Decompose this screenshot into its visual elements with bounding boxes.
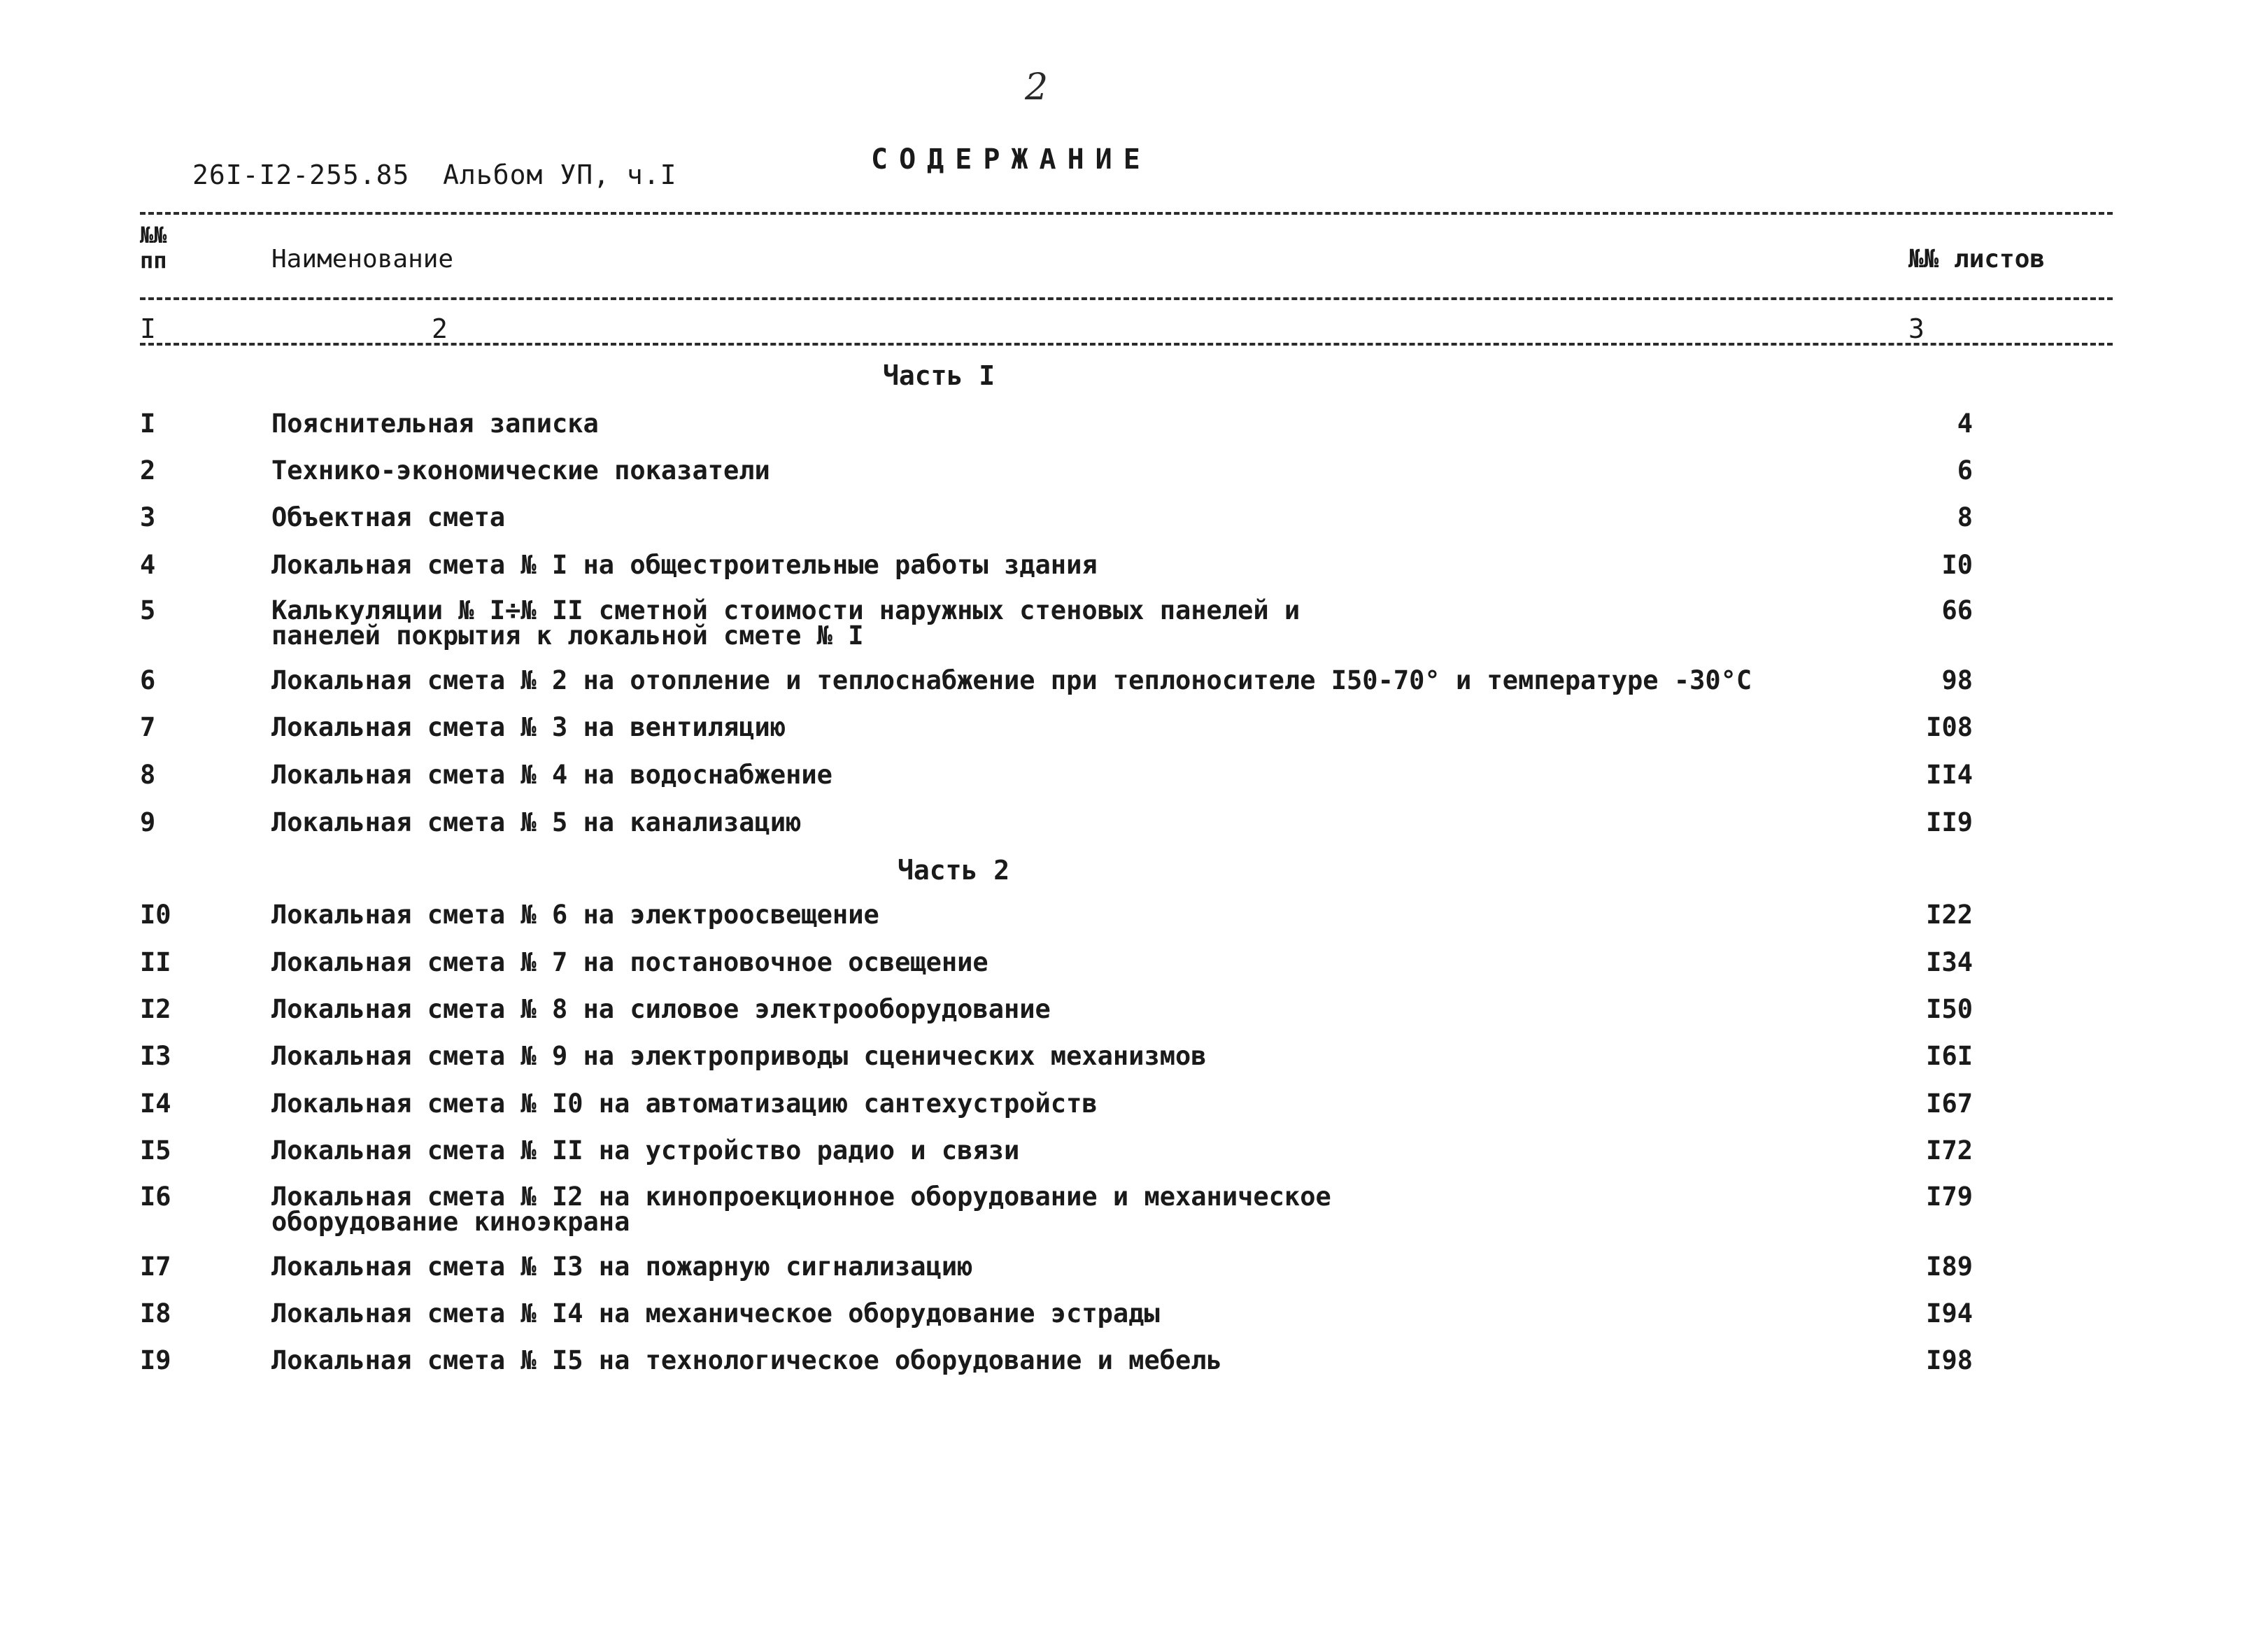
row-title: Локальная смета № 6 на электроосвещение — [271, 900, 879, 930]
row-title: Локальная смета № I5 на технологическое оборудование и мебель — [271, 1345, 1222, 1375]
column-number-rule — [140, 343, 2113, 346]
row-number: 7 — [140, 712, 156, 742]
row-number: 3 — [140, 502, 156, 532]
row-title: Пояснительная записка — [271, 409, 599, 439]
row-sheet-number: I34 — [1926, 947, 1973, 977]
row-number: 8 — [140, 760, 156, 790]
row-title: Локальная смета № 8 на силовое электрооборудование — [271, 994, 1051, 1024]
row-sheet-number: I6I — [1926, 1041, 1973, 1071]
row-sheet-number: I0 — [1941, 550, 1973, 580]
row-number: I — [140, 409, 156, 439]
row-sheet-number: 4 — [1957, 409, 1973, 439]
row-number: I2 — [140, 994, 171, 1024]
row-sheet-number: I08 — [1926, 712, 1973, 742]
row-title: Локальная смета № II на устройство радио и связи — [271, 1135, 1020, 1165]
row-title: Технико-экономические показатели — [271, 455, 770, 486]
part-1-heading: Часть I — [883, 360, 995, 391]
row-title: Локальная смета № I0 на автоматизацию сантехустройств — [271, 1089, 1098, 1119]
part-2-heading: Часть 2 — [898, 855, 1010, 886]
row-number: I0 — [140, 900, 171, 930]
row-sheet-number: I67 — [1926, 1089, 1973, 1119]
row-number: I9 — [140, 1345, 171, 1375]
row-number: I8 — [140, 1298, 171, 1328]
row-sheet-number: 66 — [1941, 595, 1973, 625]
row-title: Локальная смета № 4 на водоснабжение — [271, 760, 832, 790]
row-number: I3 — [140, 1041, 171, 1071]
row-sheet-number: I22 — [1926, 900, 1973, 930]
row-title: Локальная смета № I на общестроительные работы здания — [271, 550, 1098, 580]
header-bottom-rule — [140, 297, 2113, 300]
table-top-rule — [140, 212, 2113, 215]
row-sheet-number: I50 — [1926, 994, 1973, 1024]
row-number: 9 — [140, 807, 156, 837]
row-title: Локальная смета № 7 на постановочное освещение — [271, 947, 988, 977]
row-number: 5 — [140, 595, 156, 625]
row-number: 4 — [140, 550, 156, 580]
row-number: I7 — [140, 1252, 171, 1282]
row-sheet-number: II9 — [1926, 807, 1973, 837]
row-title: Локальная смета № I3 на пожарную сигнализацию — [271, 1252, 973, 1282]
row-number: 6 — [140, 665, 156, 695]
row-title: Локальная смета № 9 на электроприводы сценических механизмов — [271, 1041, 1207, 1071]
column-number-2: 2 — [432, 313, 448, 344]
row-sheet-number: I98 — [1926, 1345, 1973, 1375]
row-sheet-number: 6 — [1957, 455, 1973, 486]
row-number: I6 — [140, 1182, 171, 1212]
header-sheets: №№ листов — [1908, 245, 2046, 274]
row-sheet-number: I89 — [1926, 1252, 1973, 1282]
row-title: Локальная смета № I2 на кинопроекционное оборудование и механическое оборудование киноэкрана — [271, 1182, 1331, 1237]
row-title: Локальная смета № I4 на механическое оборудование эстрады — [271, 1298, 1160, 1328]
column-number-1: I — [140, 313, 156, 344]
header-row-number: №№ пп — [140, 222, 167, 274]
document-code: 26I-I2-255.85 Альбом УП, ч.I — [192, 160, 677, 190]
handwritten-page-number: 2 — [1025, 66, 1049, 108]
row-sheet-number: 98 — [1941, 665, 1973, 695]
row-sheet-number: II4 — [1926, 760, 1973, 790]
column-number-3: 3 — [1908, 313, 1925, 344]
row-sheet-number: I72 — [1926, 1135, 1973, 1165]
row-sheet-number: I79 — [1926, 1182, 1973, 1212]
row-title: Локальная смета № 5 на канализацию — [271, 807, 802, 837]
row-title: Калькуляции № I÷№ II сметной стоимости наружных стеновых панелей и панелей покрытия к локальной смете № I — [271, 595, 1300, 651]
row-number: II — [140, 947, 171, 977]
row-number: 2 — [140, 455, 156, 486]
header-name: Наименование — [271, 245, 454, 274]
row-number: I5 — [140, 1135, 171, 1165]
row-title: Локальная смета № 2 на отопление и теплоснабжение при теплоносителе I50-70° и температуре -30°С — [271, 665, 1752, 695]
row-number: I4 — [140, 1089, 171, 1119]
row-title: Локальная смета № 3 на вентиляцию — [271, 712, 786, 742]
row-sheet-number: I94 — [1926, 1298, 1973, 1328]
row-sheet-number: 8 — [1957, 502, 1973, 532]
row-title: Объектная смета — [271, 502, 506, 532]
page-title: СОДЕРЖАНИЕ — [871, 143, 1151, 176]
